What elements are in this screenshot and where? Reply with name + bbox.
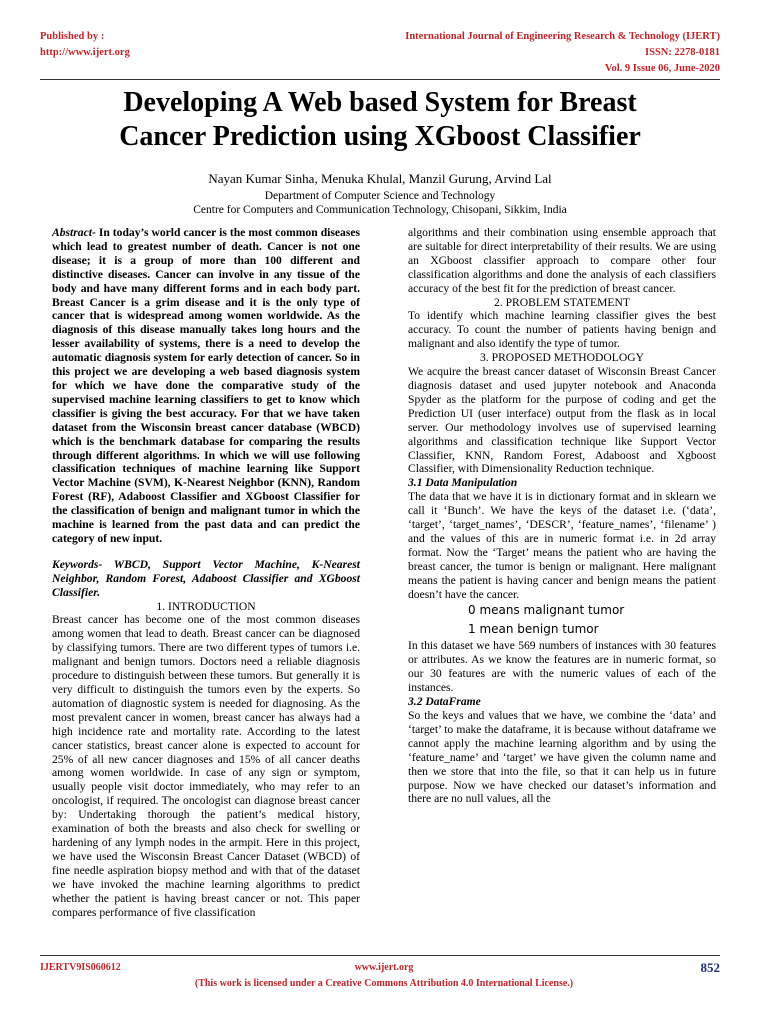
license-note: (This work is licensed under a Creative Commons Attribution 4.0 International License.) [194,978,574,989]
data-manipulation-body-2: In this dataset we have 569 numbers of instances with 30 features or attributes. As we know the features are in numeric format, so our 30 features are with the numeric values of each of the instances. [408,639,716,695]
journal-header [405,29,720,77]
affiliation-department: Department of Computer Science and Technology [264,190,496,202]
introduction-body: Breast cancer has become one of the most common diseases among women that lead to death. Breast cancer can be diagnosed by classifying tumors. There are two different types of tumors i.e. malignant and benign tumors. Doctors need a reliable diagnosis procedure to distinguish between these tumors. But generally it is very difficult to distinguish the tumors even by the experts. So automation of diagnostic system is needed for diagnosing. As the most prevalent cancer in women, breast cancer has always had a high incidence rate and mortality rate. According to the latest cancer statistics, breast cancer alone is expected to account for 25% of all new cancer diagnoses and 15% of all cancer deaths among women worldwide. In case of any sign or symptom, usually people visit doctor immediately, who may refer to an oncologist, if required. The oncologist can diagnose breast cancer by: Undertaking thorough the patient’s medical history, examination of both the breasts and also check for swelling or hardening of any lymph nodes in the armpit. Here in this project, we have used the Wisconsin Breast Cancer Dataset (WBCD) of fine needle aspiration biopsy method and with that of the dataset we have invoked the machine learning algorithms to predict whether the patient is having breast cancer or not. This paper compares performance of five classification [52,613,360,919]
code-line-benign: 1 mean benign tumor [468,622,599,637]
problem-statement-body: To identify which machine learning classifier gives the best accuracy. To count the number of patients having benign and malignant and also identify the type of tumor. [408,309,716,351]
left-column [52,226,360,919]
keywords: Keywords- WBCD, Support Vector Machine, K-Nearest Neighbor, Random Forest, Adaboost Classifier and XGboost Classifier. [52,557,360,599]
section-heading-problem-statement: 2. PROBLEM STATEMENT [494,295,630,309]
abstract-body: In today’s world cancer is the most common diseases which lead to greatest number of death. Cancer is not one disease; it is a group of more than 100 different and distinctive diseases. Cancer can involve in any tissue of the body and have many different forms and in each body part. Breast Cancer is a grim disease and it is the only type of cancer that is widespread among women worldwide. As the diagnosis of this disease manually takes long hours and the lesser availability of systems, there is a need to develop the automatic diagnosis system for early detection of cancer. So in this project we are developing a web based diagnosis system for which we have done the comparative study of the supervised machine learning classifiers to get to know which classifier is giving the best accuracy. For that we have taken dataset from the Wisconsin breast cancer database (WBCD) which is the benchmark database for comparing the results through different algorithms. In which we will use following classification techniques of machine learning like Support Vector Machine (SVM), K-Nearest Neighbor (KNN), Random Forest (RF), Adaboost Classifier and XGboost Classifier for the classification of benign and malignant tumor in which the machine is learned from the past data and can predict the category of new input. [52,226,360,545]
title-line-2: Cancer Prediction using XGboost Classifier [119,121,641,152]
section-heading-methodology: 3. PROPOSED METHODOLOGY [480,351,644,365]
abstract [52,226,360,546]
code-snippet [468,601,716,639]
subsection-heading-data-manipulation: 3.1 Data Manipulation [408,476,518,490]
issn-label: ISSN: 2278-0181 [645,47,720,58]
methodology-body: We acquire the breast cancer dataset of Wisconsin Breast Cancer diagnosis dataset and used jupyter notebook and Anaconda Spyder as the platform for the purpose of coding and get the Prediction UI (user interface) output from the flask as in local server. Our methodology involves use of supervised learning algorithms and classification technique like Support Vector Classifier, KNN, Random Forest, Adaboost and Xgboost Classifier, with Dimensionality Reduction technique. [408,365,716,476]
published-by-label: Published by : [40,31,105,42]
page-number: 852 [700,960,720,975]
affiliation [40,189,720,217]
introduction-continued: algorithms and their combination using ensemble approach that are suitable for direct interpretability of their results. We are using an XGboost classifier approach to compare other four classification algorithms and done the analysis of each classifiers accuracy of the best fit for the prediction of breast cancer. [408,226,716,295]
paper-title [40,86,720,154]
code-line-malignant: 0 means malignant tumor [468,603,625,618]
header-divider [40,79,720,80]
section-heading-introduction: 1. INTRODUCTION [156,599,256,613]
paper-id: IJERTV9IS060612 [40,962,121,973]
footer-divider [40,955,720,956]
affiliation-centre: Centre for Computers and Communication Technology, Chisopani, Sikkim, India [193,204,567,216]
volume-label: Vol. 9 Issue 06, June-2020 [604,63,720,74]
footer-url-link: www.ijert.org [354,962,414,973]
publisher-header [40,29,130,61]
journal-name: International Journal of Engineering Research & Technology (IJERT) [405,31,720,42]
right-column [408,226,716,806]
title-line-1: Developing A Web based System for Breast [123,87,637,118]
subsection-heading-dataframe: 3.2 DataFrame [408,695,481,709]
abstract-lead: Abstract- [52,226,96,239]
dataframe-body: So the keys and values that we have, we combine the ‘data’ and ‘target’ to make the dataframe, it is because without dataframe we cannot apply the machine learning algorithm and by using the ‘feature_name’ and ‘target’ we have given the column name and then we store that into the file, so that it can help us in future purpose. Now we have checked our dataset’s information and there are no null values, all the [408,709,716,806]
data-manipulation-body: The data that we have it is in dictionary format and in sklearn we call it ‘Bunch’. We have the keys of the dataset i.e. (‘data’, ‘target’, ‘target_names’, ‘DESCR’, ‘feature_names’, ‘filename’ ) and the values of this are in numeric format i.e. in 2d array format. Now the ‘Target’ means the patient who are having the breast cancer, the tumor is benign or malignant. Here malignant means the patient is having cancer and benign means the patient doesn’t have the cancer. [408,490,716,601]
authors: Nayan Kumar Sinha, Menuka Khulal, Manzil Gurung, Arvind Lal [208,171,552,186]
publisher-url-link[interactable]: http://www.ijert.org [40,47,130,58]
